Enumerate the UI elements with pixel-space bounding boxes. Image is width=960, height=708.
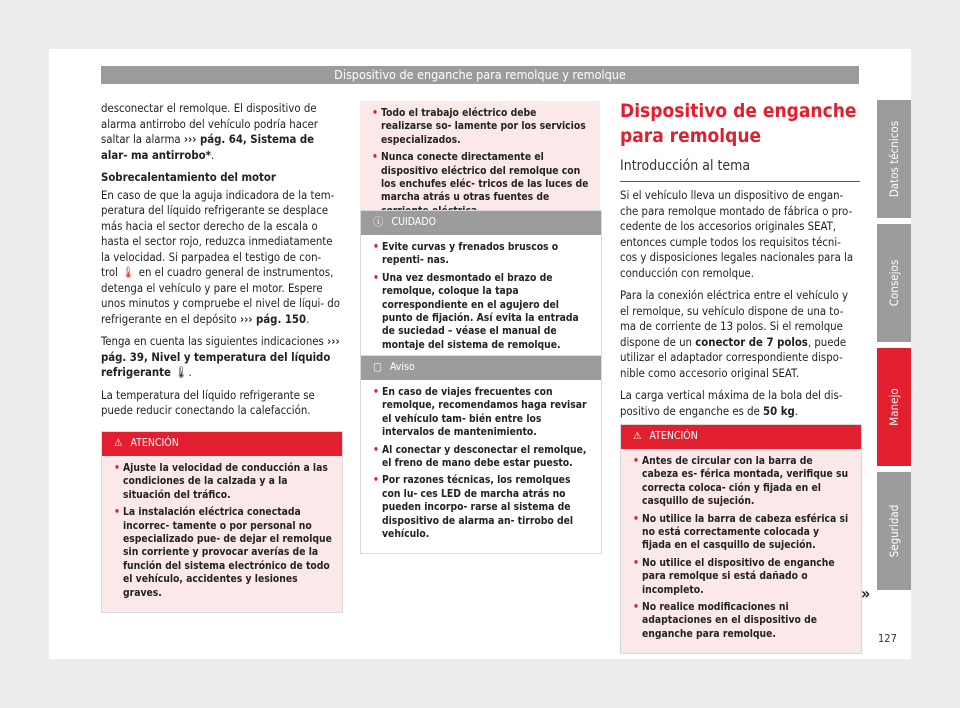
column-right (620, 188, 860, 426)
list-item: • Una vez desmontado el brazo de remolque, coloque la tapa correspondiente en el agujero del punto de fijación. Así evita la entrada de suciedad – véase el manual de montaje del sistema de remolque. (373, 271, 579, 351)
page-reference-link[interactable]: ››› pág. 64, Sistema de alar- ma antirrobo* (101, 133, 315, 162)
list-item: • No utilice el dispositivo de enganche para remolque si está dañado o incompleto. (633, 556, 835, 596)
list-item: • Nunca conecte directamente el dispositivo eléctrico del remolque con los enchufes eléc- tricos de las luces de marcha atrás u otras fuentes de (372, 151, 589, 204)
list-item: • La instalación eléctrica conectada incorrec- tamente o por personal no especializado pue- de dejar el remolque sin corriente y provocar averías de la función del sistema electrónico de todo el vehículo, accidentes y lesiones graves. (114, 506, 332, 599)
warning-triangle-icon: ⚠ (114, 437, 123, 450)
paragraph-intro: Si el vehículo lleva un dispositivo de engan- che para remolque montado de fábrica o pro- cedente de los accesorios originales SEAT, entonces cumple todos los requisitos técni- cos y disposiciones legales nacionales para la conducción con remolque. (620, 189, 854, 280)
section-heading-overheat: Sobrecalentamiento del motor (101, 171, 276, 184)
list-item: • No utilice la barra de cabeza esférica si no está correctamente colocada y fijada en el casquillo de sujeción. (633, 512, 849, 552)
list-item: • Ajuste la velocidad de conducción a las condiciones de la calzada y a la situación del tráfico. (114, 462, 328, 501)
list-item: • Todo el trabajo eléctrico debe realizarse so- lamente por los servicios especializados. (372, 107, 586, 146)
tab-manejo[interactable]: Manejo (877, 348, 911, 466)
paragraph-alarm: desconectar el remolque. El dispositivo de alarma antirrobo del vehículo podría hacer saltar la alarma ››› pág. 64, Sistema de alar- ma antirrobo*. (101, 102, 318, 162)
tab-consejos[interactable]: Consejos (877, 224, 911, 342)
page-reference-link[interactable]: ››› pág. 150 (239, 312, 307, 326)
warning-triangle-icon: ⚠ (633, 430, 642, 443)
tab-seguridad[interactable]: Seguridad (877, 472, 911, 590)
caution-info-icon: ⓘ (373, 216, 384, 229)
note-box (360, 355, 602, 554)
coolant-warning-icon: 🌡 (121, 266, 136, 279)
paragraph-connection: Para la conexión eléctrica entre el vehículo y el remolque, su vehículo dispone de una to- ma de corriente de 13 polos. Si el remolque dispone de un conector de 7 polos, puede utilizar el adaptador correspondiente dispo- nible como accesorio original SEAT. (620, 289, 848, 380)
warning-box-right (620, 424, 862, 654)
page-header: Dispositivo de enganche para remolque y remolque (101, 66, 859, 84)
list-item: • Por razones técnicas, los remolques con lu- ces LED de marcha atrás no pueden incorpo- rarse al sistema de dispositivo de alarma an- tirrobo del vehículo. (373, 474, 574, 541)
paragraph-heating: La temperatura del líquido refrigerante se puede reducir conectando la calefacción. (101, 388, 315, 417)
caution-header: ⓘ CUIDADO (361, 211, 601, 235)
caution-box (360, 210, 602, 365)
subtitle-underline (620, 181, 860, 182)
note-icon: ▢ (373, 361, 382, 374)
note-body (361, 380, 601, 553)
column-left (101, 101, 341, 426)
page-reference-link[interactable]: ››› pág. 39, Nivel y temperatura del líquido refrigerante (101, 335, 340, 379)
warning-body (102, 456, 342, 612)
continue-arrow-icon[interactable]: » (861, 584, 871, 603)
list-item: • Evite curvas y frenados bruscos o repenti- nas. (373, 241, 559, 267)
list-item: • Antes de circular con la barra de cabeza es- férica montada, verifique su correcta coloca- ción y fijada en el casquillo de sujeción. (633, 455, 849, 508)
page-number: 127 (878, 632, 897, 645)
paragraph-indications: Tenga en cuenta las siguientes indicaciones ››› pág. 39, Nivel y temperatura del líquido refrigerante 🌡. (101, 335, 340, 379)
tab-datos-tecnicos[interactable]: Datos técnicos (877, 100, 911, 218)
caution-body (361, 235, 601, 364)
coolant-icon: 🌡 (174, 366, 189, 379)
paragraph-overheat: En caso de que la aguja indicadora de la tem- peratura del líquido refrigerante se desplace más hacia el sector derecho de la escala o hasta el sector rojo, reduzca inmediatamente la velocidad. Si parpadea el testigo de con- trol 🌡 en el cuadro general de instrumentos, detenga el vehículo y pare el motor. Espere unos minutos y compruebe el nivel de líqui- do refrigerante en el depósito ››› pág. 150. (101, 188, 340, 326)
list-item: • En caso de viajes frecuentes con remolque, recomendamos haga revisar el vehículo tam- bién entre los intervalos de mantenimiento. (373, 386, 587, 439)
section-subtitle: Introducción al tema (620, 158, 751, 174)
note-header: ▢ Aviso (361, 356, 601, 380)
list-item: • Al conectar y desconectar el remolque, el freno de mano debe estar puesto. (373, 443, 587, 470)
warning-box-left (101, 431, 343, 613)
warning-header: ⚠ ATENCIÓN (102, 432, 342, 456)
section-title: Dispositivo de enganche para remolque (620, 100, 857, 147)
paragraph-load: La carga vertical máxima de la bola del dis- positivo de enganche es de 50 kg. (620, 389, 843, 418)
warning-header: ⚠ ATENCIÓN (621, 425, 861, 449)
warning-body (621, 449, 861, 653)
list-item: • No realice modificaciones ni adaptaciones en el dispositivo de enganche para remolque. (633, 601, 818, 640)
